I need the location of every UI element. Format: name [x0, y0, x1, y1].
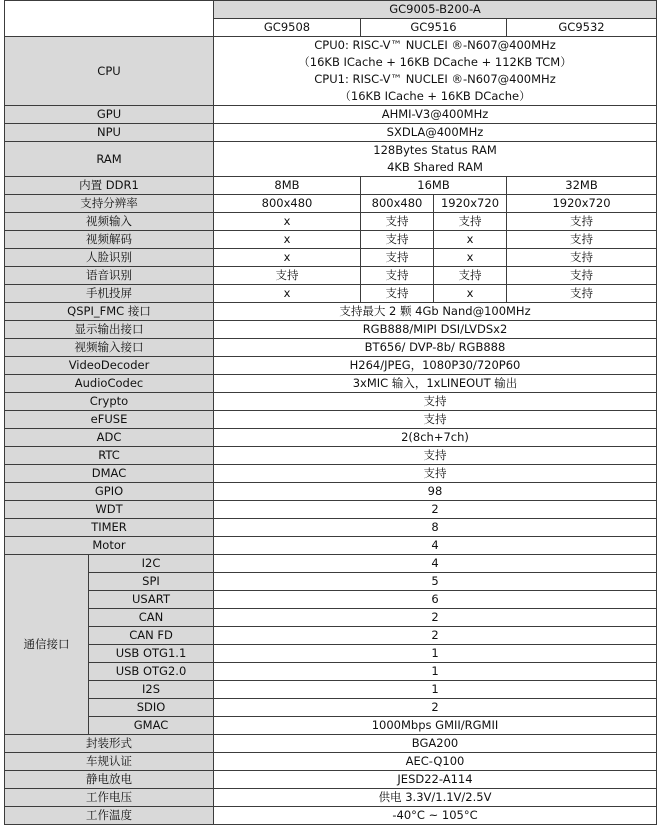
ddr-gc9516: 16MB [361, 177, 507, 195]
comm-value: 1 [214, 645, 657, 663]
spec-value: 3xMIC 输入，1xLINEOUT 输出 [214, 375, 657, 393]
feature-cell: 1920x720 [434, 195, 507, 213]
comm-label: CAN FD [89, 627, 214, 645]
row-label: CPU [5, 37, 214, 106]
feature-cell: x [434, 231, 507, 249]
spec-value: 支持 [214, 411, 657, 429]
spec-value: 4 [214, 537, 657, 555]
spec-label: 视频输入接口 [5, 339, 214, 357]
spec-label: eFUSE [5, 411, 214, 429]
comm-value: 2 [214, 699, 657, 717]
spec-value: 支持 [214, 465, 657, 483]
feature-cell: x [214, 249, 361, 267]
feature-cell: x [434, 249, 507, 267]
row-value-line: CPU1: RISC-V™ NUCLEI ®-N607@400MHz [314, 72, 556, 86]
comm-label: SDIO [89, 699, 214, 717]
spec-value: BT656/ DVP-8b/ RGB888 [214, 339, 657, 357]
spec-label: Crypto [5, 393, 214, 411]
spec-value: 支持 [214, 447, 657, 465]
comm-value: 1 [214, 681, 657, 699]
spec-label: ADC [5, 429, 214, 447]
header-corner [5, 1, 214, 37]
feature-cell: 支持 [214, 267, 361, 285]
spec-value: 支持最大 2 颗 4Gb Nand@100MHz [214, 303, 657, 321]
spec-label: 工作温度 [5, 807, 214, 825]
spec-value: 98 [214, 483, 657, 501]
spec-label: WDT [5, 501, 214, 519]
comm-label: USART [89, 591, 214, 609]
row-label: RAM [5, 142, 214, 177]
spec-label: RTC [5, 447, 214, 465]
ddr-gc9532: 32MB [507, 177, 657, 195]
ddr-gc9508: 8MB [214, 177, 361, 195]
spec-value: -40°C ~ 105°C [214, 807, 657, 825]
comm-label: USB OTG1.1 [89, 645, 214, 663]
spec-table [4, 0, 657, 825]
feature-cell: 支持 [434, 267, 507, 285]
row-value [214, 106, 657, 124]
row-value-line: SXDLA@400MHz [386, 125, 484, 139]
spec-label: 显示输出接口 [5, 321, 214, 339]
feature-cell: 支持 [507, 213, 657, 231]
spec-label: 封装形式 [5, 735, 214, 753]
spec-label: 工作电压 [5, 789, 214, 807]
comm-value: 1000Mbps GMII/RGMII [214, 717, 657, 735]
feature-cell: 800x480 [361, 195, 434, 213]
spec-value: 8 [214, 519, 657, 537]
feature-cell: 支持 [361, 249, 434, 267]
feature-cell: 1920x720 [507, 195, 657, 213]
variant-gc9516: GC9516 [361, 19, 507, 37]
comm-value: 5 [214, 573, 657, 591]
feature-label: 语音识别 [5, 267, 214, 285]
feature-cell: 支持 [507, 267, 657, 285]
spec-label: QSPI_FMC 接口 [5, 303, 214, 321]
feature-cell: 支持 [361, 267, 434, 285]
comm-label: I2S [89, 681, 214, 699]
ddr-label: 内置 DDR1 [5, 177, 214, 195]
comm-label: GMAC [89, 717, 214, 735]
feature-cell: 支持 [507, 285, 657, 303]
spec-label: GPIO [5, 483, 214, 501]
feature-cell: 支持 [361, 213, 434, 231]
comm-value: 2 [214, 609, 657, 627]
spec-value: RGB888/MIPI DSI/LVDSx2 [214, 321, 657, 339]
feature-cell: x [214, 285, 361, 303]
spec-value: 支持 [214, 393, 657, 411]
row-value-line: 128Bytes Status RAM [373, 143, 497, 157]
feature-cell: x [214, 231, 361, 249]
feature-cell: 支持 [361, 285, 434, 303]
feature-label: 支持分辨率 [5, 195, 214, 213]
comm-group-label: 通信接口 [5, 555, 89, 735]
spec-value: H264/JPEG，1080P30/720P60 [214, 357, 657, 375]
comm-value: 1 [214, 663, 657, 681]
comm-label: USB OTG2.0 [89, 663, 214, 681]
feature-cell: x [434, 285, 507, 303]
spec-label: Motor [5, 537, 214, 555]
row-label: GPU [5, 106, 214, 124]
row-value [214, 37, 657, 106]
spec-label: DMAC [5, 465, 214, 483]
row-value-line: CPU0: RISC-V™ NUCLEI ®-N607@400MHz [314, 38, 556, 52]
feature-cell: 支持 [507, 231, 657, 249]
feature-label: 手机投屏 [5, 285, 214, 303]
spec-label: 静电放电 [5, 771, 214, 789]
row-value-line: （16KB ICache + 16KB DCache + 112KB TCM） [298, 55, 572, 69]
feature-label: 视频解码 [5, 231, 214, 249]
comm-value: 4 [214, 555, 657, 573]
spec-label: VideoDecoder [5, 357, 214, 375]
product-name: GC9005-B200-A [214, 1, 657, 19]
comm-value: 6 [214, 591, 657, 609]
comm-label: SPI [89, 573, 214, 591]
feature-cell: x [214, 213, 361, 231]
spec-value: BGA200 [214, 735, 657, 753]
spec-value: 2 [214, 501, 657, 519]
feature-cell: 800x480 [214, 195, 361, 213]
row-label: NPU [5, 124, 214, 142]
row-value-line: （16KB ICache + 16KB DCache） [339, 89, 531, 103]
row-value [214, 142, 657, 177]
spec-value: 2(8ch+7ch) [214, 429, 657, 447]
feature-cell: 支持 [434, 213, 507, 231]
spec-label: AudioCodec [5, 375, 214, 393]
comm-label: CAN [89, 609, 214, 627]
spec-label: 车规认证 [5, 753, 214, 771]
row-value-line: 4KB Shared RAM [387, 160, 483, 174]
row-value [214, 124, 657, 142]
spec-value: AEC-Q100 [214, 753, 657, 771]
spec-value: JESD22-A114 [214, 771, 657, 789]
feature-cell: 支持 [507, 249, 657, 267]
spec-value: 供电 3.3V/1.1V/2.5V [214, 789, 657, 807]
spec-label: TIMER [5, 519, 214, 537]
comm-value: 2 [214, 627, 657, 645]
feature-cell: 支持 [361, 231, 434, 249]
variant-gc9532: GC9532 [507, 19, 657, 37]
feature-label: 人脸识别 [5, 249, 214, 267]
comm-label: I2C [89, 555, 214, 573]
row-value-line: AHMI-V3@400MHz [381, 107, 489, 121]
feature-label: 视频输入 [5, 213, 214, 231]
variant-gc9508: GC9508 [214, 19, 361, 37]
